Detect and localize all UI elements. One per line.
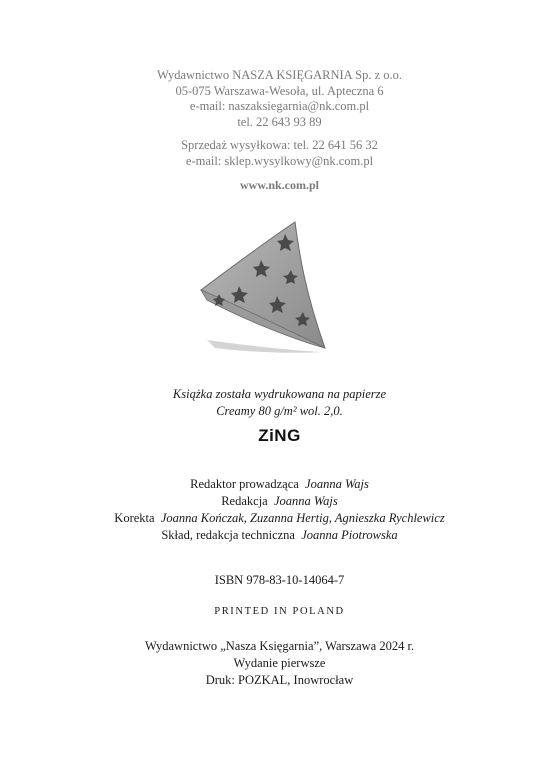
mail-order-email: e-mail: sklep.wysylkowy@nk.com.pl <box>185 153 374 168</box>
credit-name: Joanna Wajs <box>305 477 369 491</box>
credit-row <box>0 493 559 510</box>
paper-note <box>0 386 559 420</box>
publisher-info <box>0 68 559 130</box>
mail-order-phone: Sprzedaż wysyłkowa: tel. 22 641 56 32 <box>181 138 378 152</box>
isbn: ISBN 978-83-10-14064-7 <box>214 573 345 587</box>
credit-name: Joanna Piotrowska <box>301 528 398 542</box>
credit-row <box>0 476 559 493</box>
wizard-hat-illustration <box>195 212 335 362</box>
publisher-email: e-mail: naszaksiegarnia@nk.com.pl <box>189 99 370 113</box>
credit-role: Redakcja <box>221 494 268 508</box>
imprint-line3: Druk: POZKAL, Inowrocław <box>205 673 354 687</box>
wizard-hat-icon <box>195 212 335 362</box>
printed-in: PRINTED IN POLAND <box>214 606 345 617</box>
credits <box>0 476 559 544</box>
publisher-name: Wydawnictwo NASZA KSIĘGARNIA Sp. z o.o. <box>156 68 403 82</box>
credit-name: Joanna Kończak, Zuzanna Hertig, Agnieszka Rychlewicz <box>160 511 445 525</box>
imprint-line1: Wydawnictwo „Nasza Księgarnia”, Warszawa 2024 r. <box>144 639 415 653</box>
paper-note-line2: Creamy 80 g/m² wol. 2,0. <box>216 404 343 418</box>
credit-name: Joanna Wajs <box>273 494 338 508</box>
paper-note-line1: Książka została wydrukowana na papierze <box>172 387 387 401</box>
imprint-line2: Wydanie pierwsze <box>233 656 326 670</box>
credit-row <box>0 527 559 544</box>
credit-role: Skład, redakcja techniczna <box>161 528 295 542</box>
mail-order-info <box>0 138 559 169</box>
website: www.nk.com.pl <box>239 178 319 192</box>
credit-role: Korekta <box>114 511 155 525</box>
imprint <box>0 638 559 689</box>
publisher-address: 05-075 Warszawa-Wesoła, ul. Apteczna 6 <box>175 83 384 98</box>
publisher-phone: tel. 22 643 93 89 <box>237 114 322 129</box>
credit-role: Redaktor prowadząca <box>190 477 299 491</box>
credit-row <box>0 510 559 527</box>
paper-brand-logo: ZiNG <box>258 426 301 445</box>
